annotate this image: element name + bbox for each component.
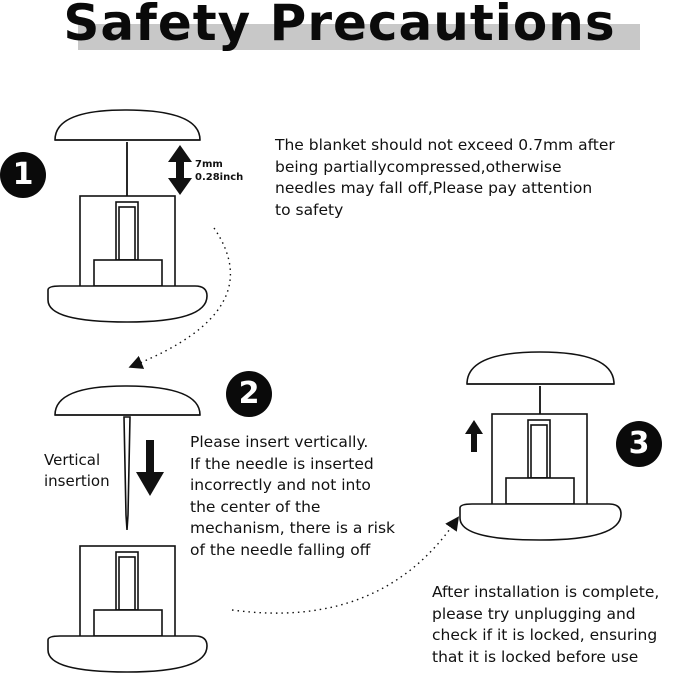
up-arrow-icon	[465, 420, 483, 452]
step-1-assembly	[48, 110, 207, 322]
dimension-inch-label: 0.28inch	[195, 172, 244, 183]
step-3-text: After installation is complete, please try unplugging and check if it is locked, ensuring that it is locked before use	[432, 583, 660, 666]
connector-2-to-3-icon	[232, 522, 455, 613]
step-3-base-icon	[460, 504, 621, 540]
down-arrow-icon	[136, 440, 164, 496]
step-3-badge: 3	[616, 421, 662, 467]
dimension-mm-label: 7mm	[195, 159, 223, 170]
dimension-arrow-icon	[168, 145, 192, 195]
step-1-top-cap-icon	[55, 110, 200, 140]
step-2-needle-icon	[124, 417, 130, 530]
step-2-top-cap-icon	[55, 386, 200, 415]
step-3-assembly	[460, 352, 621, 540]
step-2-base-icon	[48, 636, 207, 672]
step-3-top-cap-icon	[467, 352, 614, 384]
step-2-badge: 2	[226, 371, 272, 417]
page-title: Safety Precautions	[63, 0, 616, 52]
step-1-text: The blanket should not exceed 0.7mm after being partiallycompressed,otherwise needles may fall off,Please pay attention to safety	[275, 136, 615, 219]
step-1-base-icon	[48, 286, 207, 322]
step-2-text: Please insert vertically. If the needle is inserted incorrectly and not into the center of the mechanism, there is a risk of the needle falling off	[190, 433, 396, 559]
step-1-badge: 1	[0, 152, 46, 198]
vertical-insertion-label: Vertical insertion	[44, 451, 110, 490]
step-2-assembly	[48, 386, 207, 672]
